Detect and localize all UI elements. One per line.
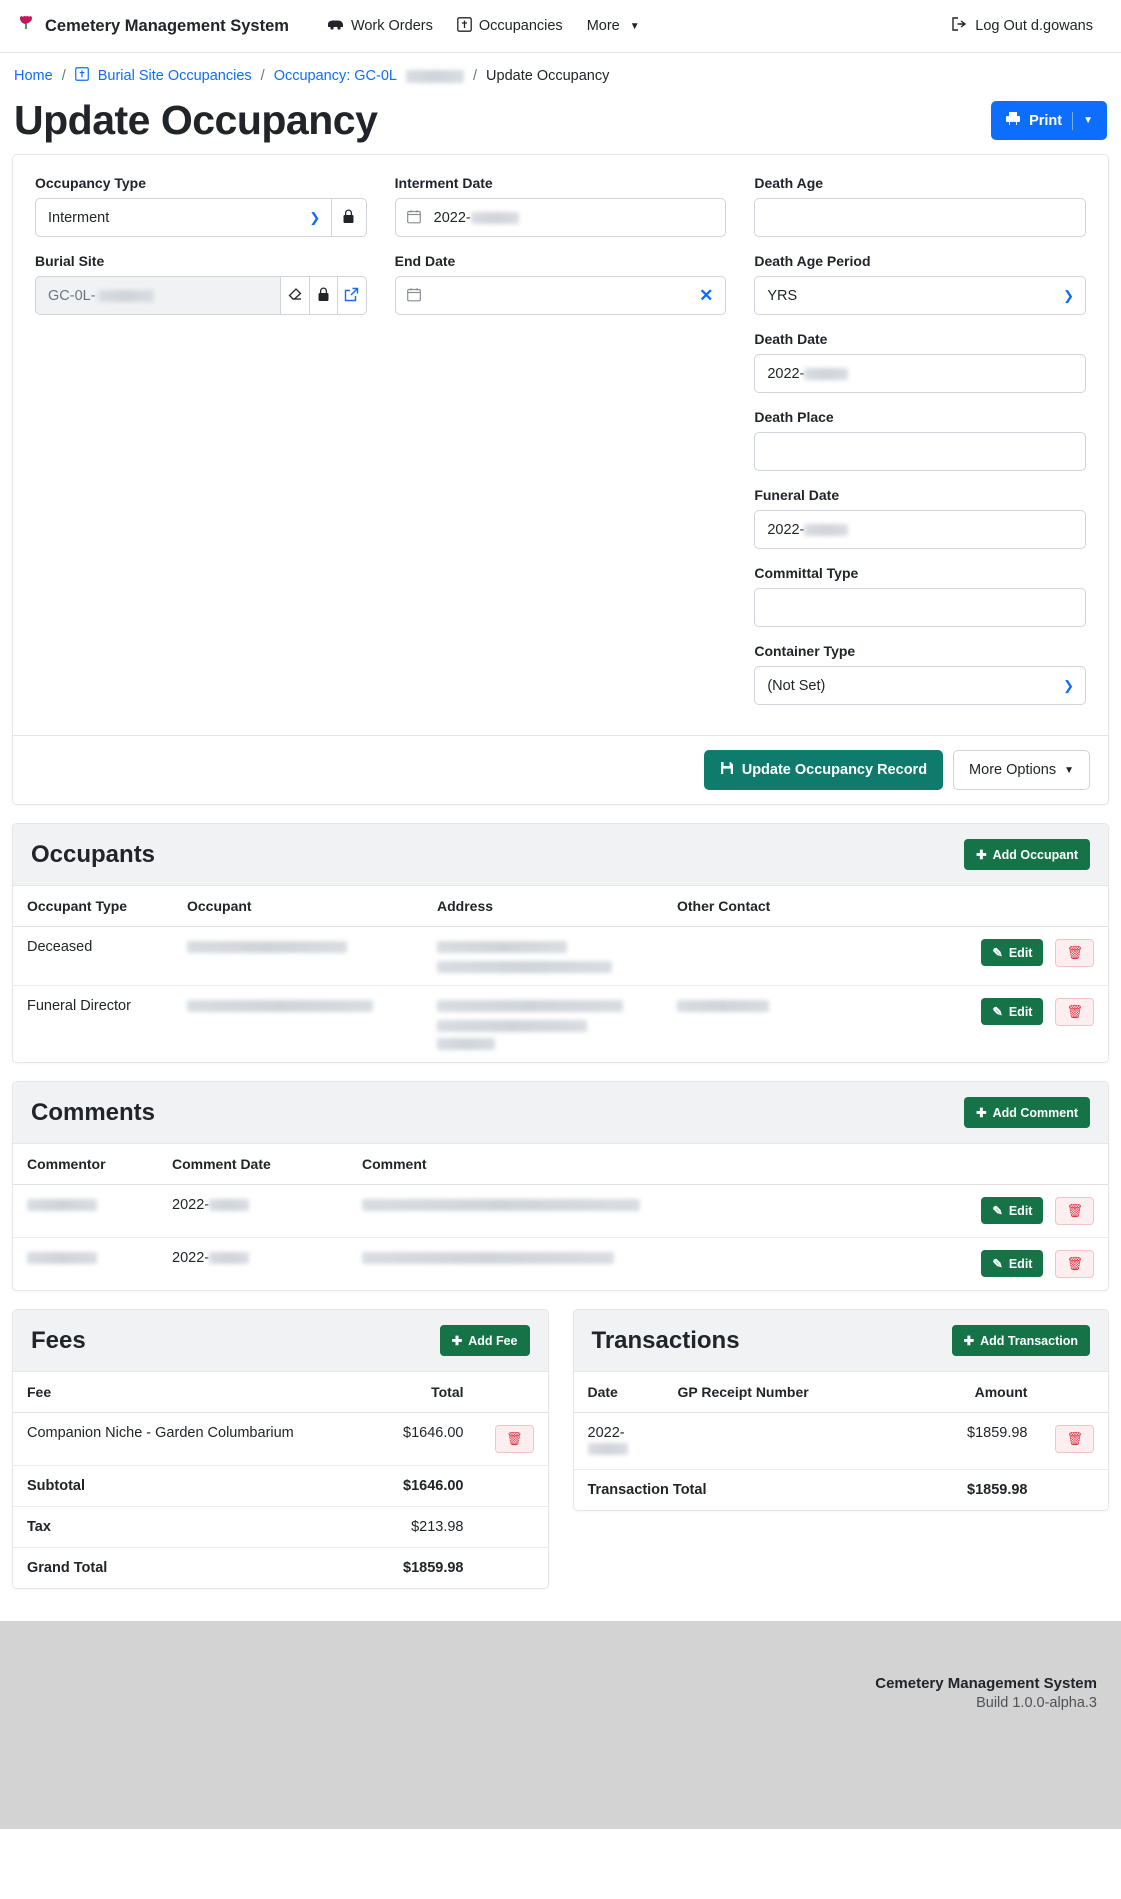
death-date-input[interactable] [754, 354, 1086, 393]
breadcrumb [0, 53, 1121, 97]
edit-occupant-label: Edit [1008, 1004, 1033, 1019]
transactions-header-row [574, 1372, 1109, 1413]
death-place-input[interactable] [754, 432, 1086, 471]
occupants-col-occupant: Occupant [173, 886, 423, 927]
death-date-value: 2022- [767, 365, 805, 382]
breadcrumb-separator-3: / [473, 68, 478, 84]
fees-col-fee: Fee [13, 1372, 368, 1413]
occupant-actions [958, 986, 1108, 1063]
update-occupancy-record-button[interactable] [704, 750, 943, 790]
nav-item-more-label: More [586, 18, 620, 34]
transactions-title: Transactions [591, 1326, 740, 1354]
more-options-button[interactable] [953, 750, 1090, 790]
fees-subtotal-row [13, 1466, 548, 1507]
fees-title: Fees [31, 1326, 86, 1354]
fees-header [13, 1310, 548, 1372]
fees-col-total: Total [368, 1372, 478, 1413]
occupant-actions [958, 927, 1108, 986]
edit-occupant-label: Edit [1008, 945, 1033, 960]
comments-section [12, 1081, 1109, 1291]
fees-tax-label: Tax [13, 1507, 368, 1548]
delete-occupant-button[interactable] [1055, 998, 1094, 1026]
add-comment-button[interactable] [964, 1097, 1090, 1128]
field-end-date [395, 253, 727, 315]
table-row [13, 1238, 1108, 1291]
nav-item-occupancies[interactable] [445, 11, 575, 42]
occupant-other-contact [663, 927, 958, 986]
pencil-icon: ✎ [992, 1204, 1003, 1218]
occupant-name [173, 927, 423, 986]
field-occupancy-type [35, 175, 367, 237]
calendar-icon [407, 209, 421, 226]
field-interment-date [395, 175, 727, 237]
printer-icon [1005, 111, 1021, 130]
occupancy-type-value: Interment [48, 209, 110, 226]
fees-tax-value: $213.98 [368, 1507, 478, 1548]
comment-date [158, 1185, 348, 1238]
pencil-icon: ✎ [992, 1005, 1003, 1019]
redacted-burial-site [98, 290, 154, 302]
field-death-age [754, 175, 1086, 237]
occupancy-type-group [35, 198, 367, 237]
field-death-date [754, 331, 1086, 393]
funeral-date-label: Funeral Date [754, 487, 840, 503]
field-funeral-date [754, 487, 1086, 549]
committal-type-label: Committal Type [754, 565, 859, 581]
truck-icon [327, 18, 344, 35]
end-date-input[interactable] [395, 276, 727, 315]
occupants-table [13, 886, 1108, 1062]
fees-tax-row [13, 1507, 548, 1548]
comment-date [158, 1238, 348, 1291]
comment-text [348, 1238, 958, 1291]
occupants-col-type: Occupant Type [13, 886, 173, 927]
plus-icon: ✚ [963, 1334, 975, 1348]
trash-icon: 🗑 [1066, 945, 1083, 960]
pencil-icon: ✎ [992, 1257, 1003, 1271]
death-age-period-value: YRS [767, 287, 798, 304]
transaction-receipt [664, 1413, 932, 1470]
edit-comment-button[interactable] [981, 1197, 1043, 1224]
calendar-icon [407, 287, 421, 304]
brand[interactable] [16, 15, 289, 37]
fees-col-actions [478, 1372, 548, 1413]
fee-total: $1646.00 [368, 1413, 478, 1466]
add-fee-label: Add Fee [468, 1333, 518, 1348]
top-navbar [0, 0, 1121, 53]
fees-grand-total-label: Grand Total [27, 1560, 108, 1576]
print-button[interactable] [991, 101, 1107, 140]
navbar-right [940, 11, 1105, 41]
transactions-total-spacer [1041, 1470, 1108, 1511]
burial-site-clear-button[interactable] [281, 276, 309, 315]
breadcrumb-current: Update Occupancy [486, 68, 610, 84]
occupants-col-other-contact: Other Contact [663, 886, 958, 927]
redacted-phone [677, 1000, 769, 1012]
trash-icon: 🗑 [1066, 1431, 1083, 1446]
transactions-header [574, 1310, 1109, 1372]
delete-fee-button[interactable] [495, 1425, 534, 1453]
edit-comment-label: Edit [1008, 1203, 1033, 1218]
trash-icon: 🗑 [1066, 1256, 1083, 1271]
fees-section [12, 1309, 549, 1589]
redacted-commentor [27, 1252, 97, 1264]
transaction-amount: $1859.98 [931, 1413, 1041, 1470]
fees-header-row [13, 1372, 548, 1413]
lock-icon [342, 209, 355, 227]
comment-commentor [13, 1185, 158, 1238]
comments-col-actions [958, 1144, 1108, 1185]
occupants-title: Occupants [31, 840, 156, 868]
occupancy-type-select[interactable] [35, 198, 332, 237]
death-age-label: Death Age [754, 175, 824, 191]
comment-date-value: 2022- [172, 1250, 210, 1266]
fees-transactions-row [0, 1309, 1121, 1607]
interment-date-input[interactable] [395, 198, 727, 237]
page-header [0, 97, 1121, 154]
logout-button[interactable] [940, 11, 1105, 41]
update-occupancy-record-label: Update Occupancy Record [741, 762, 928, 778]
redacted-commentor [27, 1199, 97, 1211]
nav-item-work-orders[interactable] [315, 12, 445, 41]
occupants-section [12, 823, 1109, 1063]
occupants-col-address: Address [423, 886, 663, 927]
add-fee-button[interactable] [440, 1325, 530, 1356]
container-type-select[interactable] [754, 666, 1086, 705]
save-icon [720, 761, 734, 779]
occupant-address [423, 986, 663, 1063]
eraser-icon [288, 287, 303, 304]
fees-grand-total-spacer [478, 1548, 548, 1589]
transactions-total-row [574, 1470, 1109, 1511]
grave-icon [457, 17, 472, 36]
transactions-col-actions [1041, 1372, 1108, 1413]
table-row [13, 927, 1108, 986]
nav-item-work-orders-label: Work Orders [350, 18, 433, 34]
fees-subtotal-label: Subtotal [13, 1466, 368, 1507]
burial-site-lock-button[interactable] [310, 276, 338, 315]
add-occupant-button[interactable] [964, 839, 1090, 870]
page-title: Update Occupancy [14, 97, 378, 143]
redacted-occupancy-id [406, 70, 464, 83]
occupancy-type-label: Occupancy Type [35, 175, 147, 191]
logout-icon [952, 17, 968, 35]
trash-icon: 🗑 [505, 1431, 523, 1446]
funeral-date-input[interactable] [754, 510, 1086, 549]
transactions-col-receipt: GP Receipt Number [664, 1372, 932, 1413]
transactions-table [574, 1372, 1109, 1510]
transaction-actions [1041, 1413, 1108, 1470]
redacted-comment [362, 1252, 614, 1264]
fees-table [13, 1372, 548, 1588]
form-column-1 [35, 175, 367, 721]
breadcrumb-occupancy[interactable]: Occupancy: GC-0L [273, 68, 397, 84]
funeral-date-value: 2022- [767, 521, 805, 538]
breadcrumb-separator-2: / [260, 68, 265, 84]
edit-occupant-button[interactable] [981, 998, 1043, 1025]
trash-icon: 🗑 [1066, 1203, 1083, 1218]
fee-actions [478, 1413, 548, 1466]
burial-site-group [35, 276, 367, 315]
comment-date-value: 2022- [172, 1197, 210, 1213]
field-death-place [754, 409, 1086, 471]
table-row [13, 1185, 1108, 1238]
comment-actions [958, 1185, 1108, 1238]
table-row [13, 986, 1108, 1063]
nav-item-more[interactable] [575, 12, 652, 40]
field-burial-site [35, 253, 367, 315]
redacted-comment [362, 1199, 640, 1211]
comments-table [13, 1144, 1108, 1290]
fees-subtotal-value: $1646.00 [368, 1466, 478, 1507]
add-transaction-button[interactable] [952, 1325, 1090, 1356]
burial-site-input [35, 276, 281, 315]
chevron-down-icon: ❯ [1063, 287, 1074, 303]
fees-grand-total-row [13, 1548, 548, 1589]
print-divider [1072, 112, 1073, 130]
redacted-death-date [804, 368, 848, 380]
breadcrumb-burial-site-occupancies[interactable]: Burial Site Occupancies [97, 68, 252, 84]
brand-label: Cemetery Management System [45, 16, 289, 35]
transactions-col-date: Date [574, 1372, 664, 1413]
page-footer [0, 1621, 1121, 1829]
occupant-type: Deceased [13, 927, 173, 986]
comment-actions [958, 1238, 1108, 1291]
table-row [574, 1413, 1109, 1470]
edit-comment-label: Edit [1008, 1256, 1033, 1271]
field-death-age-period [754, 253, 1086, 315]
redacted-funeral-date [804, 524, 848, 536]
redacted-transaction-date [588, 1443, 628, 1455]
burial-site-open-button[interactable] [338, 276, 366, 315]
external-link-icon [344, 287, 359, 305]
occupant-name [173, 986, 423, 1063]
trash-icon: 🗑 [1066, 1004, 1083, 1019]
occupants-header-row [13, 886, 1108, 927]
chevron-down-icon: ▼ [629, 20, 640, 32]
logout-label: Log Out d.gowans [975, 18, 1093, 34]
add-occupant-label: Add Occupant [992, 847, 1078, 862]
comments-col-commentor: Commentor [13, 1144, 158, 1185]
redacted-address-line-3 [437, 1038, 495, 1050]
death-date-label: Death Date [754, 331, 828, 347]
footer-build: Build 1.0.0-alpha.3 [976, 1695, 1097, 1711]
occupants-header [13, 824, 1108, 886]
transaction-date [574, 1413, 664, 1470]
transactions-col-amount: Amount [931, 1372, 1041, 1413]
plus-icon: ✚ [451, 1334, 463, 1348]
print-button-label: Print [1029, 112, 1063, 129]
death-age-period-label: Death Age Period [754, 253, 871, 269]
chevron-down-icon: ❯ [1063, 677, 1074, 693]
delete-comment-button[interactable] [1055, 1250, 1094, 1278]
committal-type-input[interactable] [754, 588, 1086, 627]
form-column-3 [754, 175, 1086, 721]
fees-tax-spacer [478, 1507, 548, 1548]
redacted-comment-date [209, 1252, 249, 1264]
death-age-period-select[interactable] [754, 276, 1086, 315]
occupancy-type-lock-button[interactable] [332, 198, 366, 237]
delete-comment-button[interactable] [1055, 1197, 1094, 1225]
more-options-label: More Options [969, 762, 1057, 778]
edit-occupant-button[interactable] [981, 939, 1043, 966]
fees-subtotal-spacer [478, 1466, 548, 1507]
form-actions [13, 735, 1108, 804]
death-place-label: Death Place [754, 409, 834, 425]
delete-occupant-button[interactable] [1055, 939, 1094, 967]
burial-site-label: Burial Site [35, 253, 105, 269]
comments-header-row [13, 1144, 1108, 1185]
redacted-address-line-1 [437, 941, 567, 953]
chevron-down-icon: ▼ [1064, 764, 1074, 776]
end-date-label: End Date [394, 253, 456, 269]
transactions-total-label: Transaction Total [587, 1482, 707, 1498]
form-column-2 [395, 175, 727, 721]
fees-grand-total-value: $1859.98 [403, 1560, 464, 1576]
table-row [13, 1413, 548, 1466]
redacted-interment-date [471, 212, 519, 224]
transactions-section [573, 1309, 1110, 1511]
chevron-down-icon: ❯ [309, 209, 321, 225]
plus-icon: ✚ [976, 1106, 987, 1120]
fees-column [0, 1309, 561, 1607]
container-type-label: Container Type [754, 643, 856, 659]
transaction-date-value: 2022- [587, 1425, 625, 1441]
delete-transaction-button[interactable] [1055, 1425, 1094, 1453]
death-age-input[interactable] [754, 198, 1086, 237]
clear-end-date-icon[interactable]: ✕ [699, 285, 714, 305]
redacted-address-line-1 [437, 1000, 623, 1012]
chevron-down-icon: ▼ [1083, 115, 1093, 126]
plus-icon: ✚ [976, 848, 987, 862]
redacted-address-line-2 [437, 961, 612, 973]
redacted-address-line-2 [437, 1020, 587, 1032]
container-type-value: (Not Set) [767, 677, 826, 694]
lock-icon [317, 287, 330, 305]
fee-name: Companion Niche - Garden Columbarium [13, 1413, 368, 1466]
burial-site-value: GC-0L- [48, 287, 96, 304]
comment-commentor [13, 1238, 158, 1291]
occupant-other-contact [663, 986, 958, 1063]
comment-text [348, 1185, 958, 1238]
occupancy-form-card [12, 154, 1109, 805]
comments-col-comment: Comment [348, 1144, 958, 1185]
tulip-logo-icon [16, 15, 36, 37]
redacted-occupant-name [187, 941, 347, 953]
nav-item-occupancies-label: Occupancies [478, 18, 563, 34]
footer-app-name: Cemetery Management System [875, 1675, 1097, 1692]
burial-site-icon [75, 67, 89, 85]
transactions-total-value: $1859.98 [967, 1482, 1028, 1498]
comments-col-date: Comment Date [158, 1144, 348, 1185]
comments-title: Comments [31, 1098, 156, 1126]
field-container-type [754, 643, 1086, 705]
add-comment-label: Add Comment [992, 1105, 1078, 1120]
interment-date-value: 2022- [433, 209, 471, 226]
transactions-column [561, 1309, 1121, 1529]
redacted-occupant-name [187, 1000, 373, 1012]
occupancy-form-grid [13, 155, 1108, 735]
breadcrumb-separator: / [61, 68, 66, 84]
occupants-col-actions [958, 886, 1108, 927]
occupant-type: Funeral Director [27, 998, 131, 1014]
redacted-comment-date [209, 1199, 249, 1211]
add-transaction-label: Add Transaction [980, 1333, 1078, 1348]
edit-comment-button[interactable] [981, 1250, 1043, 1277]
field-committal-type [754, 565, 1086, 627]
pencil-icon: ✎ [992, 946, 1003, 960]
interment-date-label: Interment Date [394, 175, 493, 191]
occupant-address [423, 927, 663, 986]
breadcrumb-home[interactable]: Home [14, 68, 53, 84]
comments-header [13, 1082, 1108, 1144]
